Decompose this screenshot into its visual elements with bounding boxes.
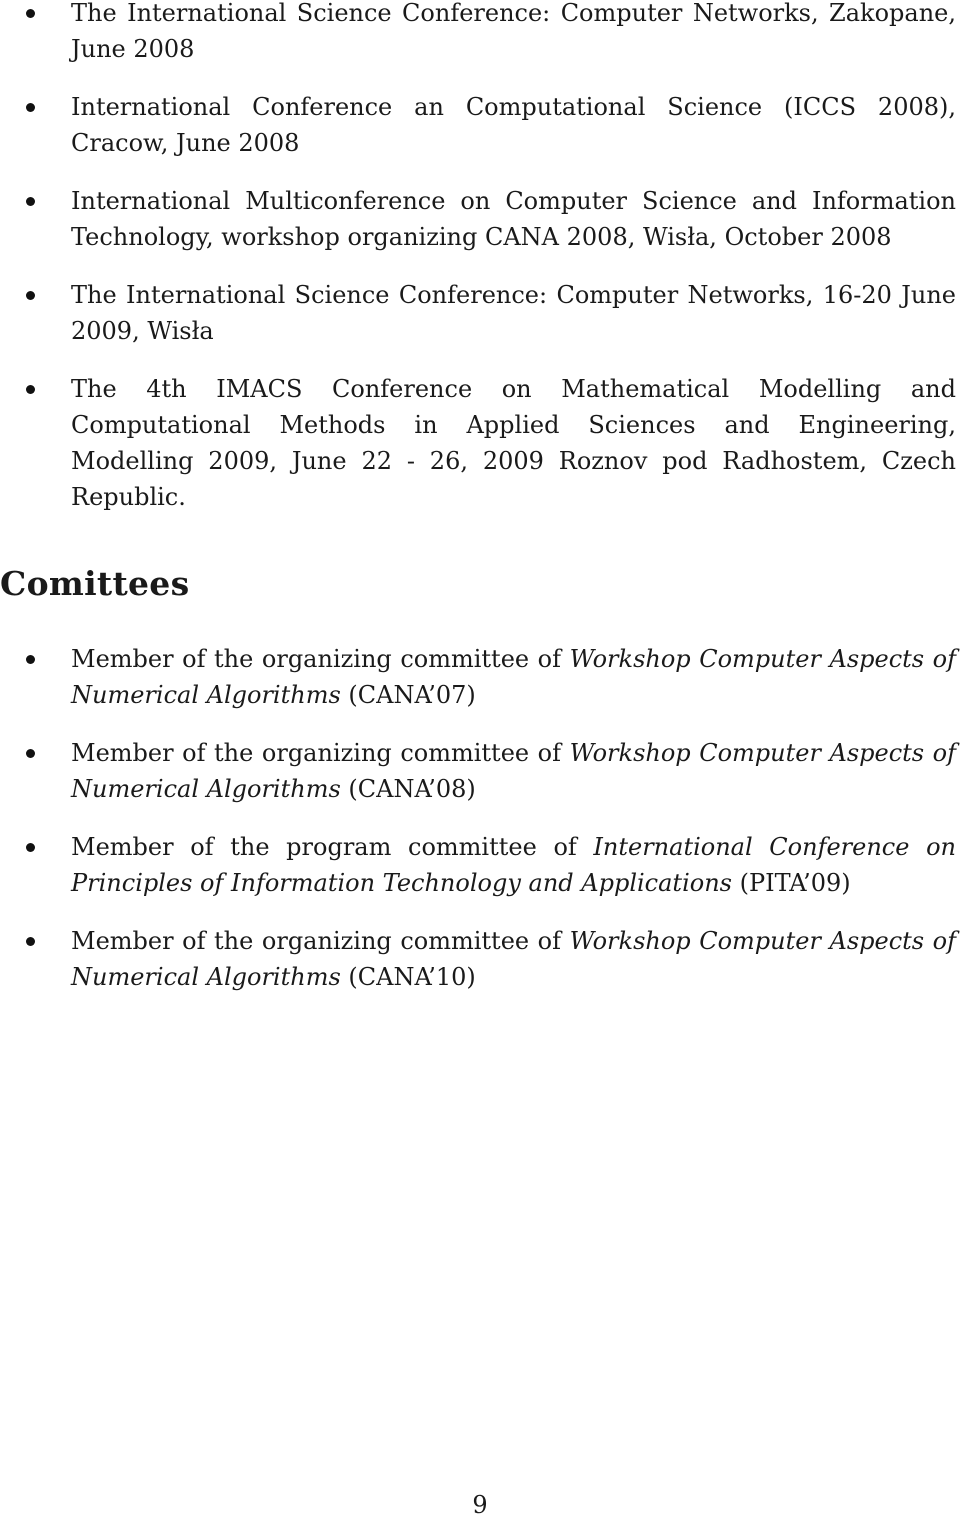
conference-item: International Multiconference on Computer Science and Information Technology, workshop organizing CANA 2008, Wisła, October 2008 <box>0 183 960 255</box>
committee-event-name: International Conference on Principles of Information Technology and Applications <box>71 833 956 897</box>
committee-event-name: Workshop Computer Aspects of Numerical Algorithms <box>71 927 956 991</box>
committee-role: Member of the organizing committee of <box>71 645 570 673</box>
committee-event-abbrev: (CANA’10) <box>340 963 476 991</box>
committee-event-abbrev: (PITA’09) <box>731 869 851 897</box>
committee-event-abbrev: (CANA’08) <box>340 775 476 803</box>
committee-role: Member of the program committee of <box>71 833 594 861</box>
page-number: 9 <box>472 1491 488 1519</box>
conference-item: International Conference an Computational Science (ICCS 2008), Cracow, June 2008 <box>0 89 960 161</box>
conference-item: The International Science Conference: Computer Networks, 16-20 June 2009, Wisła <box>0 277 960 349</box>
committee-event-name: Workshop Computer Aspects of Numerical Algorithms <box>71 645 956 709</box>
conference-item: The 4th IMACS Conference on Mathematical Modelling and Computational Methods in Applied Sciences and Engineering, Modelling 2009, June 22 - 26, 2009 Roznov pod Radhostem, Czech Republic. <box>0 371 960 515</box>
committee-list <box>0 641 960 1017</box>
conference-item: The International Science Conference: Computer Networks, Zakopane, June 2008 <box>0 0 960 67</box>
committee-item <box>0 829 960 901</box>
committee-item <box>0 923 960 995</box>
conference-list <box>0 0 960 537</box>
committee-event-name: Workshop Computer Aspects of Numerical Algorithms <box>71 739 956 803</box>
committee-item <box>0 641 960 713</box>
committee-item <box>0 735 960 807</box>
section-heading-committees: Comittees <box>0 564 190 603</box>
committee-role: Member of the organizing committee of <box>71 739 570 767</box>
committee-role: Member of the organizing committee of <box>71 927 570 955</box>
committee-event-abbrev: (CANA’07) <box>340 681 476 709</box>
